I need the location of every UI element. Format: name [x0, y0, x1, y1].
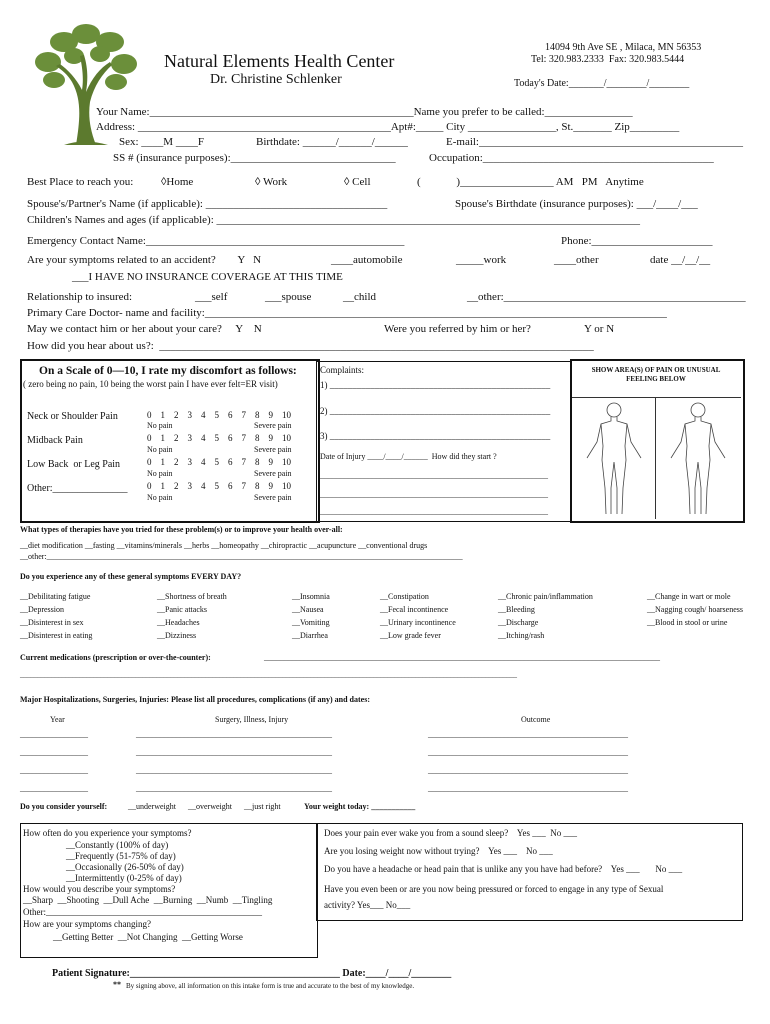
weight-options[interactable]: __underweight __overweight __just right: [128, 802, 281, 811]
reach-label: Best Place to reach you:: [27, 176, 134, 188]
no-insurance-option[interactable]: ___I HAVE NO INSURANCE COVERAGE AT THIS TIME: [72, 271, 343, 283]
signature-note: By signing above, all information on this intake form is true and accurate to the best of my knowledge.: [126, 982, 415, 990]
injury-date-field[interactable]: Date of Injury ____/____/______ How did they start ?: [320, 452, 497, 461]
symptoms-question: Do you experience any of these general symptoms EVERY DAY?: [20, 572, 242, 581]
describe-options[interactable]: __Sharp __Shooting __Dull Ache __Burning __Numb __Tingling: [23, 895, 273, 905]
changing-options[interactable]: __Getting Better __Not Changing __Getting Worse: [53, 932, 243, 942]
symptom-option[interactable]: __Itching/rash: [498, 631, 545, 640]
occupation-field[interactable]: Occupation:__________________________________________: [429, 152, 714, 164]
body-back-figure[interactable]: [659, 400, 737, 518]
body-front-figure[interactable]: [575, 400, 653, 518]
symptom-option[interactable]: __Dizziness: [157, 631, 197, 640]
symptom-option[interactable]: __Nausea: [292, 605, 324, 614]
col-outcome-header: Outcome: [521, 715, 551, 724]
pain-row-label: Low Back or Leg Pain: [27, 459, 121, 470]
accident-auto-option[interactable]: ____automobile: [331, 254, 403, 266]
reach-phone-field[interactable]: ( )_________________ AM PM Anytime: [417, 176, 644, 188]
symptom-option[interactable]: __Shortness of breath: [157, 592, 227, 601]
pain-row-other-field[interactable]: Other:_______________: [27, 483, 128, 494]
referred-answer[interactable]: Y or N: [584, 323, 615, 335]
no-pain-label: No pain: [147, 493, 173, 502]
symptom-option[interactable]: __Nagging cough/ hoarseness: [647, 605, 743, 614]
reach-work-option[interactable]: ◊ Work: [255, 176, 288, 188]
describe-question: How would you describe your symptoms?: [23, 884, 176, 894]
symptom-option[interactable]: __Low grade fever: [380, 631, 441, 640]
injury-notes-line[interactable]: _________________________________________________________: [320, 507, 548, 516]
headache-question[interactable]: Do you have a headache or head pain that is unlike any you have had before? Yes ___ No ___: [324, 864, 683, 874]
medications-label: Current medications (prescription or over-the-counter):: [20, 653, 211, 662]
symptom-option[interactable]: __Vomiting: [292, 618, 330, 627]
accident-question[interactable]: Are your symptoms related to an accident? Y N: [27, 254, 262, 266]
address-field[interactable]: Address: ______________________________________________Apt#:_____ City ________________, St._______ Zip_________: [96, 121, 680, 133]
outcome-field[interactable]: __________________________________________________: [428, 748, 628, 757]
outcome-field[interactable]: __________________________________________________: [428, 766, 628, 775]
pain-rating-scale[interactable]: 0 1 2 3 4 5 6 7 8 9 10: [147, 433, 291, 443]
severe-pain-label: Severe pain: [254, 421, 292, 430]
hospitalizations-title: Major Hospitalizations, Surgeries, Injuries: Please list all procedures, complications (if any) and dates:: [20, 695, 370, 704]
year-field[interactable]: _________________: [20, 766, 88, 775]
col-surgery-header: Surgery, Illness, Injury: [215, 715, 289, 724]
body-chart-title: SHOW AREA(S) OF PAIN OR UNUSUAL FEELING BELOW: [591, 366, 721, 384]
complaint-1-field[interactable]: 1) _________________________________________________: [320, 380, 551, 390]
signature-field[interactable]: Patient Signature:__________________________________________ Date:____/____/________: [52, 968, 452, 979]
symptom-option[interactable]: __Debilitating fatigue: [20, 592, 91, 601]
primary-care-field[interactable]: Primary Care Doctor- name and facility:____________________________________________________________________________________: [27, 307, 667, 319]
weight-loss-question[interactable]: Are you losing weight now without trying? Yes ___ No ___: [324, 846, 553, 856]
pain-rating-scale[interactable]: 0 1 2 3 4 5 6 7 8 9 10: [147, 481, 291, 491]
symptom-option[interactable]: __Disinterest in eating: [20, 631, 93, 640]
symptom-option[interactable]: __Blood in stool or urine: [647, 618, 728, 627]
referred-question: Were you referred by him or her?: [384, 323, 531, 335]
year-field[interactable]: _________________: [20, 784, 88, 793]
birthdate-field[interactable]: Birthdate: ______/______/______: [256, 136, 408, 148]
signature-note-stars: **: [113, 980, 121, 989]
complaint-3-field[interactable]: 3) _________________________________________________: [320, 431, 551, 441]
injury-notes-line[interactable]: _________________________________________________________: [320, 471, 548, 480]
outcome-field[interactable]: __________________________________________________: [428, 784, 628, 793]
therapies-options[interactable]: __diet modification __fasting __vitamins/minerals __herbs __homeopathy __chiropractic __acupuncture __conventional drugs: [20, 541, 428, 550]
pain-rating-scale[interactable]: 0 1 2 3 4 5 6 7 8 9 10: [147, 457, 291, 467]
weight-label: Do you consider yourself:: [20, 802, 108, 811]
severe-pain-label: Severe pain: [254, 469, 292, 478]
clinic-name: Natural Elements Health Center: [164, 51, 395, 71]
col-year-header: Year: [50, 715, 65, 724]
sleep-question[interactable]: Does your pain ever wake you from a sound sleep? Yes ___ No ___: [324, 828, 577, 838]
pain-row-label: Neck or Shoulder Pain: [27, 411, 118, 422]
ss-field[interactable]: SS # (insurance purposes):______________________________: [113, 152, 396, 164]
symptom-option[interactable]: __Depression: [20, 605, 64, 614]
frequency-question: How often do you experience your symptoms?: [23, 828, 192, 838]
therapies-other-field[interactable]: __other:________________________________________________________________________________________________________: [20, 552, 463, 561]
pressure-answer[interactable]: activity? Yes___ No___: [324, 900, 411, 910]
symptom-option[interactable]: __Insomnia: [292, 592, 330, 601]
surgery-field[interactable]: _________________________________________________: [136, 748, 332, 757]
todays-date-field[interactable]: Today's Date:_______/________/________: [514, 78, 690, 89]
clinic-phone-fax: Tel: 320.983.2333 Fax: 320.983.5444: [531, 54, 685, 65]
medications-field[interactable]: ___________________________________________________________________________________________________: [264, 653, 660, 662]
emergency-contact-field[interactable]: Emergency Contact Name:_______________________________________________: [27, 235, 405, 247]
body-chart-divider: [572, 397, 741, 398]
body-chart-split: [655, 397, 656, 519]
contact-doctor-question[interactable]: May we contact him or her about your care? Y N: [27, 323, 262, 335]
relationship-child-option[interactable]: __child: [343, 291, 376, 303]
name-field[interactable]: Your Name:________________________________________________Name you prefer to be called:________________: [96, 106, 633, 118]
symptom-option[interactable]: __Fecal incontinence: [380, 605, 449, 614]
pain-row-label: Midback Pain: [27, 435, 83, 446]
injury-notes-line[interactable]: _________________________________________________________: [320, 490, 548, 499]
reach-cell-option[interactable]: ◊ Cell: [344, 176, 371, 188]
heard-about-us-field[interactable]: How did you hear about us?: _______________________________________________________________________________: [27, 340, 594, 352]
therapies-question: What types of therapies have you tried for these problem(s) or to improve your health over-all:: [20, 525, 343, 534]
surgery-field[interactable]: _________________________________________________: [136, 766, 332, 775]
symptom-option[interactable]: __Disinterest in sex: [20, 618, 84, 627]
medications-field[interactable]: ______________________________________________________________________________________________________________________________________________: [20, 671, 517, 679]
no-pain-label: No pain: [147, 469, 173, 478]
spouse-birthdate-field[interactable]: Spouse's Birthdate (insurance purposes): ___/____/___: [455, 198, 698, 210]
emergency-phone-field[interactable]: Phone:______________________: [561, 235, 713, 247]
symptom-option[interactable]: __Panic attacks: [157, 605, 207, 614]
frequency-option[interactable]: __Constantly (100% of day): [66, 840, 169, 850]
year-field[interactable]: _________________: [20, 748, 88, 757]
weight-today-field[interactable]: Your weight today: ___________: [304, 802, 416, 811]
symptom-option[interactable]: __Discharge: [498, 618, 539, 627]
symptom-option[interactable]: __Urinary incontinence: [380, 618, 456, 627]
symptom-option[interactable]: __Headaches: [157, 618, 200, 627]
complaints-label: Complaints:: [320, 365, 365, 375]
pain-scale-title: On a Scale of 0—10, I rate my discomfort as follows:: [39, 365, 297, 377]
describe-other-field[interactable]: Other:________________________________________________: [23, 907, 262, 917]
symptom-option[interactable]: __Constipation: [380, 592, 429, 601]
clinic-address: 14094 9th Ave SE , Milaca, MN 56353: [545, 42, 702, 53]
changing-question: How are your symptoms changing?: [23, 919, 151, 929]
pain-rating-scale[interactable]: 0 1 2 3 4 5 6 7 8 9 10: [147, 410, 291, 420]
no-pain-label: No pain: [147, 445, 173, 454]
symptom-option[interactable]: __Chronic pain/inflammation: [498, 592, 593, 601]
pain-scale-subtitle: ( zero being no pain, 10 being the worst pain I have ever felt=ER visit): [23, 379, 278, 389]
children-field[interactable]: Children's Names and ages (if applicable): _____________________________________________________________________________: [27, 214, 641, 226]
relationship-other-field[interactable]: __other:____________________________________________: [467, 291, 746, 303]
severe-pain-label: Severe pain: [254, 493, 292, 502]
year-field[interactable]: _________________: [20, 730, 88, 739]
accident-date-field[interactable]: date __/__/__: [650, 254, 711, 266]
doctor-name: Dr. Christine Schlenker: [210, 72, 342, 87]
reach-home-option[interactable]: ◊Home: [161, 176, 194, 188]
symptom-option[interactable]: __Bleeding: [498, 605, 535, 614]
spouse-name-field[interactable]: Spouse's/Partner's Name (if applicable): _________________________________: [27, 198, 388, 210]
accident-work-option[interactable]: _____work: [456, 254, 507, 266]
complaint-2-field[interactable]: 2) _________________________________________________: [320, 406, 551, 416]
sex-field[interactable]: Sex: ____M ____F: [119, 136, 204, 148]
relationship-label: Relationship to insured:: [27, 291, 133, 303]
pressure-question: Have you even been or are you now being pressured or forced to engage in any type of Sexual: [324, 884, 664, 894]
no-pain-label: No pain: [147, 421, 173, 430]
outcome-field[interactable]: __________________________________________________: [428, 730, 628, 739]
accident-other-option[interactable]: ____other: [554, 254, 599, 266]
frequency-option[interactable]: __Frequently (51-75% of day): [66, 851, 176, 861]
symptom-option[interactable]: __Diarrhea: [292, 631, 328, 640]
surgery-field[interactable]: _________________________________________________: [136, 730, 332, 739]
email-field[interactable]: E-mail:________________________________________________: [446, 136, 743, 148]
frequency-option[interactable]: __Intermittently (0-25% of day): [66, 873, 182, 883]
surgery-field[interactable]: _________________________________________________: [136, 784, 332, 793]
symptom-option[interactable]: __Change in wart or mole: [647, 592, 731, 601]
relationship-spouse-option[interactable]: ___spouse: [265, 291, 312, 303]
severe-pain-label: Severe pain: [254, 445, 292, 454]
frequency-option[interactable]: __Occasionally (26-50% of day): [66, 862, 184, 872]
relationship-self-option[interactable]: ___self: [195, 291, 228, 303]
